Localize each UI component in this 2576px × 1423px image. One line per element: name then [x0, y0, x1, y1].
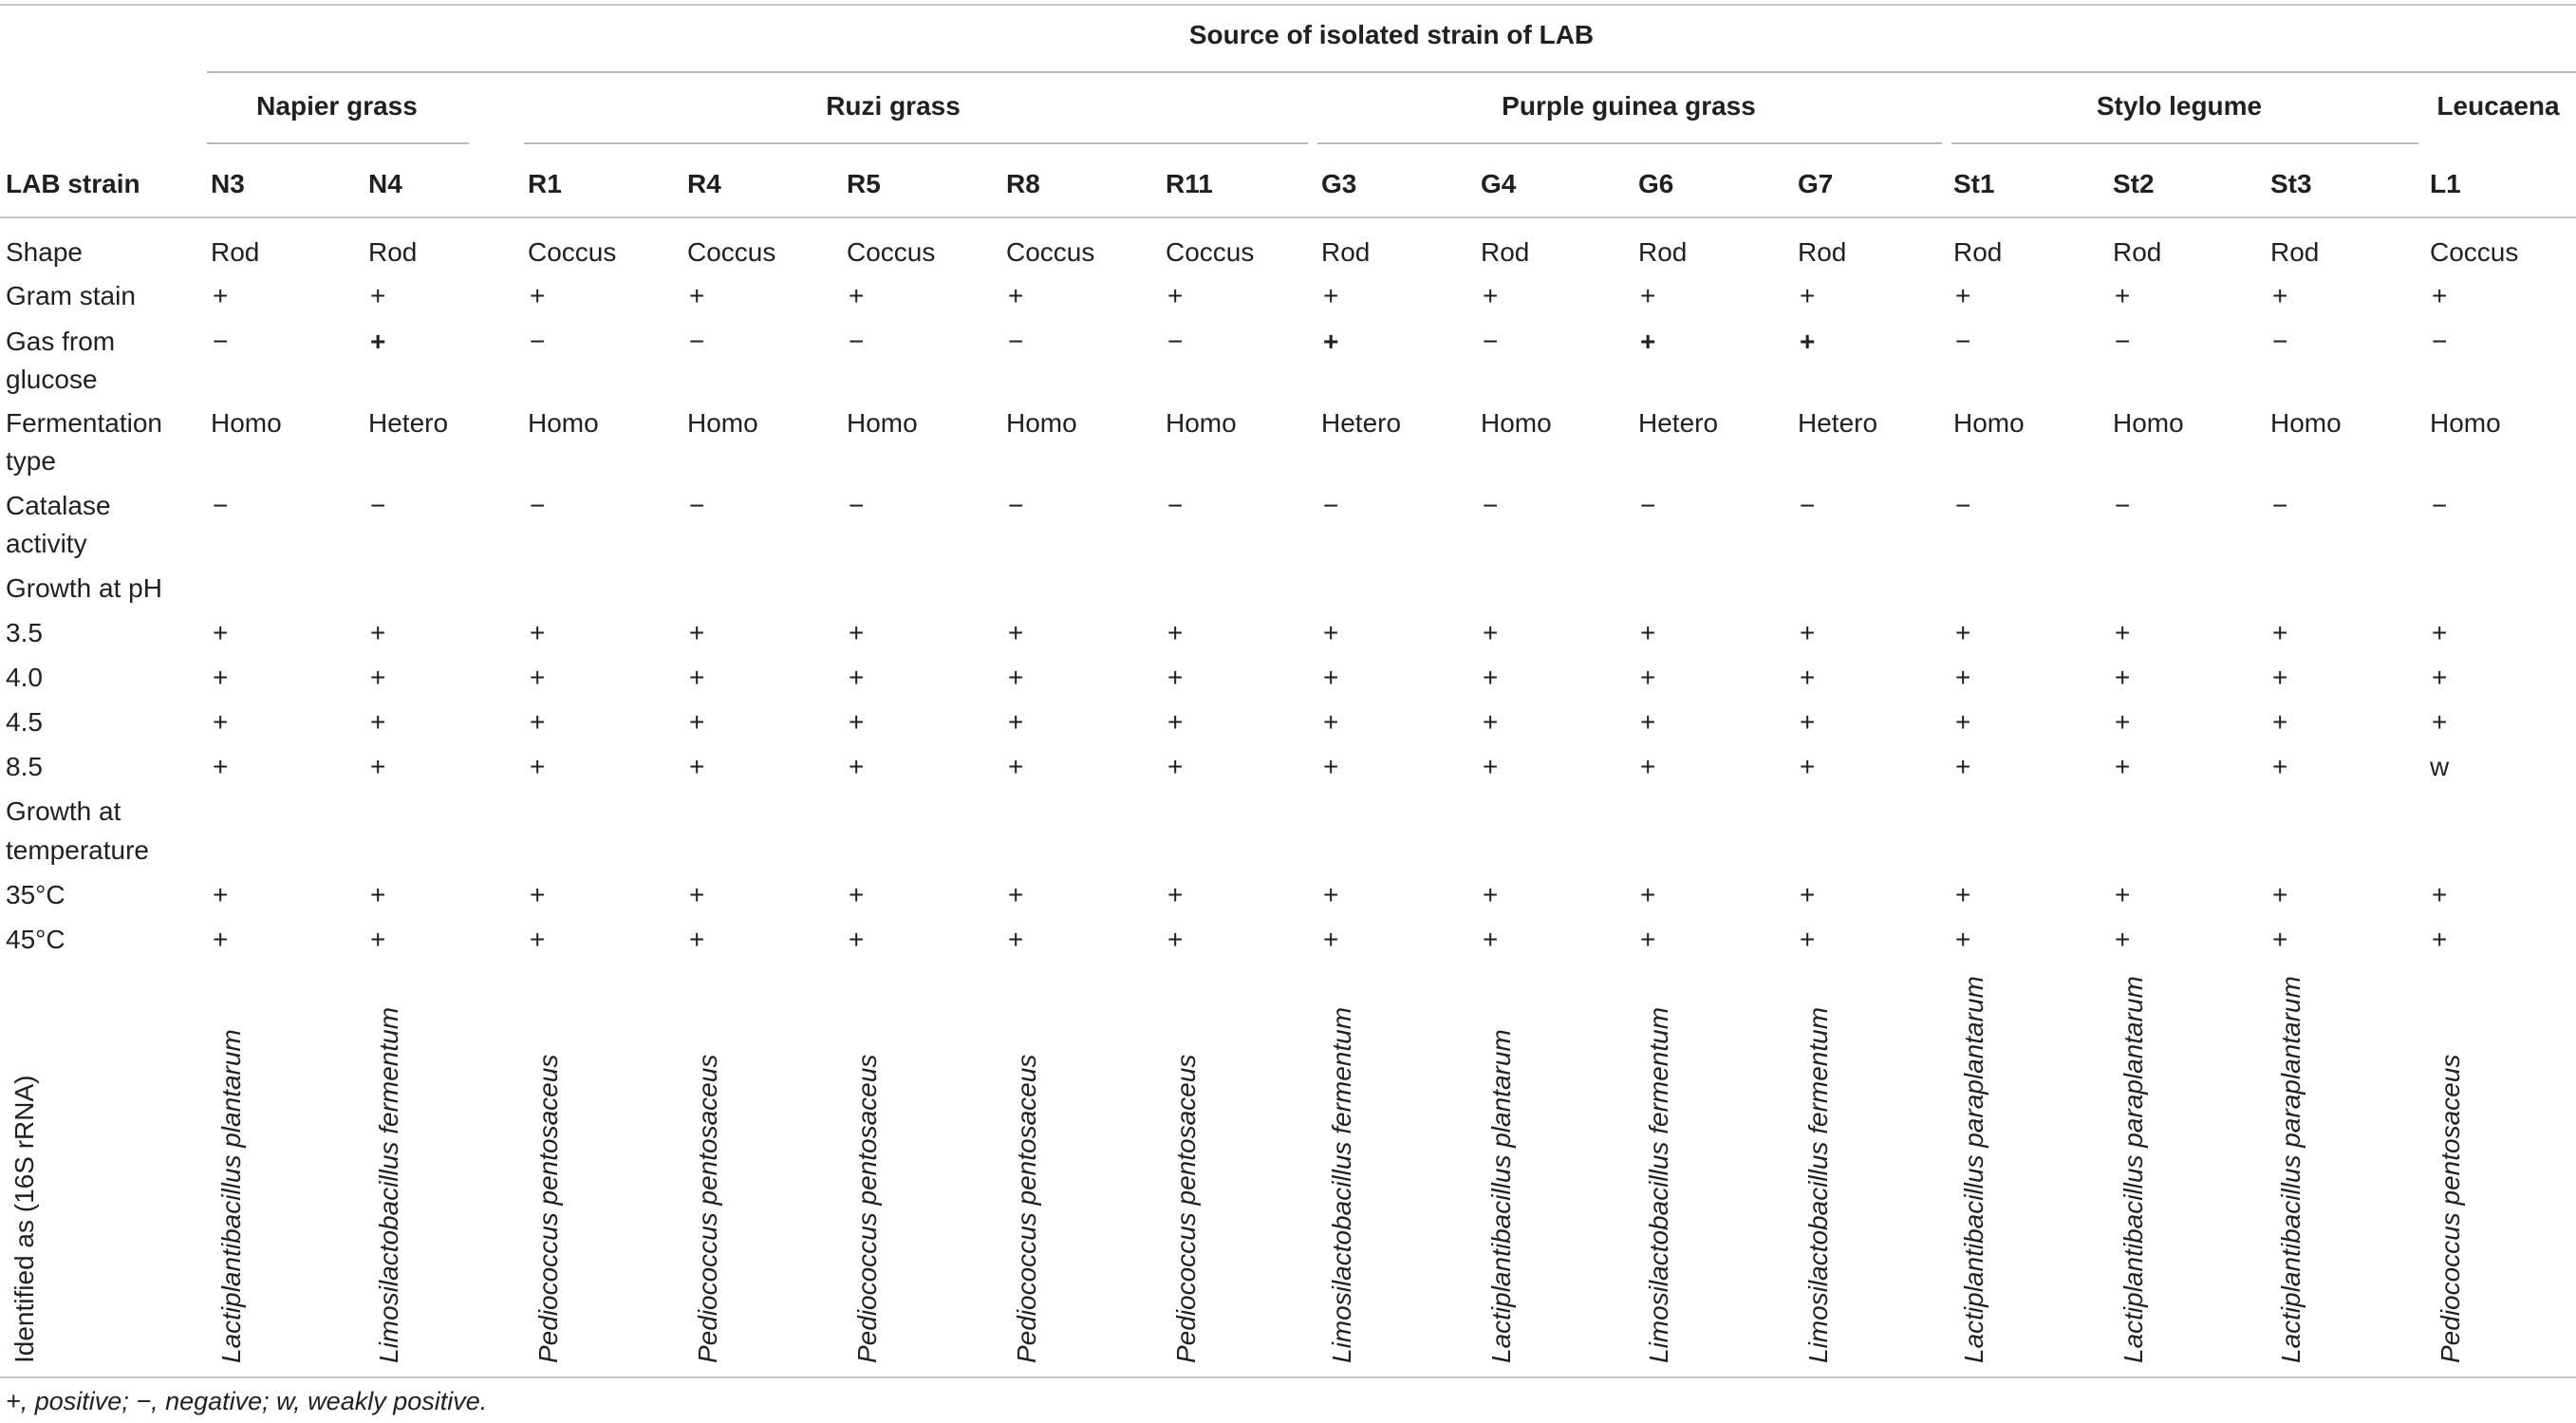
cell-identified-n3: Lactiplantibacillus plantarum: [216, 1029, 246, 1363]
cell-shape-r8: Coccus: [1006, 237, 1095, 267]
cell-ph35-r5: +: [849, 618, 865, 647]
cell-ph35-n4: +: [370, 618, 386, 647]
group-rule-stylo: [1951, 142, 2418, 144]
cell-identified-r5: Pediococcus pentosaceus: [852, 1054, 882, 1363]
cell-gram-st2: +: [2115, 281, 2131, 310]
footnote: +, positive; −, negative; w, weakly positive.: [6, 1387, 488, 1415]
cell-identified-r11: Pediococcus pentosaceus: [1171, 1054, 1201, 1363]
cell-ph85-g4: +: [1483, 752, 1499, 781]
cell-catalase-r1: −: [530, 491, 546, 520]
cell-shape-n4: Rod: [368, 237, 418, 267]
row-label-gram: Gram stain: [6, 281, 136, 310]
cell-shape-r5: Coccus: [847, 237, 936, 267]
cell-t45-st2: +: [2115, 925, 2131, 954]
cell-t45-g6: +: [1640, 925, 1656, 954]
cell-t35-r4: +: [689, 880, 705, 909]
cell-fermentation-g4: Homo: [1481, 408, 1552, 438]
row-label-ph40: 4.0: [6, 663, 43, 692]
cell-ph35-l1: +: [2432, 618, 2448, 647]
cell-ph40-g4: +: [1483, 663, 1499, 692]
cell-t35-r5: +: [849, 880, 865, 909]
cell-ph40-r1: +: [530, 663, 546, 692]
cell-t45-r11: +: [1167, 925, 1184, 954]
cell-gas-r11: −: [1167, 327, 1184, 356]
row-label-growth-temp-2: temperature: [6, 835, 149, 865]
cell-identified-st3: Lactiplantibacillus paraplantarum: [2276, 976, 2305, 1363]
cell-fermentation-r1: Homo: [528, 408, 599, 438]
cell-ph45-st1: +: [1955, 707, 1971, 737]
cell-shape-st1: Rod: [1953, 237, 2003, 267]
cell-fermentation-n4: Hetero: [368, 408, 449, 438]
cell-t35-n3: +: [213, 880, 229, 909]
cell-gram-n3: +: [213, 281, 229, 310]
cell-catalase-r5: −: [849, 491, 865, 520]
cell-shape-r4: Coccus: [687, 237, 776, 267]
cell-catalase-g3: −: [1323, 491, 1339, 520]
row-label-ph35: 3.5: [6, 618, 43, 647]
cell-gram-st3: +: [2272, 281, 2288, 310]
cell-t35-r11: +: [1167, 880, 1184, 909]
strain-header-r5: R5: [847, 169, 881, 198]
cell-gram-r5: +: [849, 281, 865, 310]
cell-ph85-r4: +: [689, 752, 705, 781]
cell-ph45-n4: +: [370, 707, 386, 737]
strain-header-l1: L1: [2430, 169, 2461, 198]
cell-catalase-n3: −: [213, 491, 229, 520]
cell-fermentation-st3: Homo: [2270, 408, 2342, 438]
cell-catalase-g6: −: [1640, 491, 1656, 520]
cell-ph45-g7: +: [1800, 707, 1816, 737]
cell-catalase-g7: −: [1800, 491, 1816, 520]
group-stylo: Stylo legume: [2096, 91, 2263, 121]
strain-header-n3: N3: [211, 169, 245, 198]
cell-ph45-st2: +: [2115, 707, 2131, 737]
cell-fermentation-l1: Homo: [2430, 408, 2501, 438]
cell-ph35-r11: +: [1167, 618, 1184, 647]
cell-ph40-st1: +: [1955, 663, 1971, 692]
cell-ph85-r1: +: [530, 752, 546, 781]
cell-t35-r1: +: [530, 880, 546, 909]
cell-ph85-l1: w: [2430, 752, 2450, 781]
strain-header-g7: G7: [1798, 169, 1834, 198]
cell-t35-st1: +: [1955, 880, 1971, 909]
cell-ph85-n4: +: [370, 752, 386, 781]
cell-gas-r5: −: [849, 327, 865, 356]
strain-header-g4: G4: [1481, 169, 1517, 198]
strain-header-r1: R1: [528, 169, 562, 198]
cell-gram-n4: +: [370, 281, 386, 310]
cell-identified-r1: Pediococcus pentosaceus: [533, 1054, 563, 1363]
cell-identified-r4: Pediococcus pentosaceus: [693, 1054, 722, 1363]
cell-catalase-st2: −: [2115, 491, 2131, 520]
cell-catalase-st1: −: [1955, 491, 1971, 520]
cell-ph85-r5: +: [849, 752, 865, 781]
cell-ph85-r11: +: [1167, 752, 1184, 781]
cell-ph35-st2: +: [2115, 618, 2131, 647]
cell-catalase-r4: −: [689, 491, 705, 520]
cell-catalase-r11: −: [1167, 491, 1184, 520]
cell-ph85-g7: +: [1800, 752, 1816, 781]
row-label-t35: 35°C: [6, 880, 65, 909]
cell-fermentation-g3: Hetero: [1321, 408, 1402, 438]
cell-catalase-r8: −: [1008, 491, 1024, 520]
cell-gram-r11: +: [1167, 281, 1184, 310]
header-bottom-rule: [0, 216, 2576, 218]
cell-gas-n4: +: [370, 327, 386, 356]
cell-fermentation-st2: Homo: [2113, 408, 2184, 438]
cell-ph40-n4: +: [370, 663, 386, 692]
cell-catalase-st3: −: [2272, 491, 2288, 520]
cell-t45-r1: +: [530, 925, 546, 954]
cell-t45-r5: +: [849, 925, 865, 954]
cell-gram-st1: +: [1955, 281, 1971, 310]
row-label-ph85: 8.5: [6, 752, 43, 781]
cell-shape-st2: Rod: [2113, 237, 2162, 267]
cell-gas-g6: +: [1640, 327, 1656, 356]
cell-identified-st2: Lactiplantibacillus paraplantarum: [2119, 976, 2148, 1363]
cell-catalase-n4: −: [370, 491, 386, 520]
top-rule: [0, 4, 2576, 6]
row-label-catalase-2: activity: [6, 529, 87, 558]
row-label-fermentation-2: type: [6, 446, 56, 476]
cell-shape-g7: Rod: [1798, 237, 1847, 267]
cell-ph45-g3: +: [1323, 707, 1339, 737]
cell-identified-g7: Limosilactobacillus fermentum: [1803, 1006, 1833, 1363]
cell-ph40-r11: +: [1167, 663, 1184, 692]
cell-t35-g6: +: [1640, 880, 1656, 909]
row-label-identified: Identified as (16S rRNA): [9, 1075, 39, 1363]
row-label-gas-1: Gas from: [6, 327, 116, 356]
table-bottom-rule: [0, 1376, 2576, 1378]
cell-gram-r8: +: [1008, 281, 1024, 310]
cell-ph85-st2: +: [2115, 752, 2131, 781]
cell-t45-n4: +: [370, 925, 386, 954]
row-label-t45: 45°C: [6, 925, 65, 954]
cell-ph85-g3: +: [1323, 752, 1339, 781]
cell-ph40-g7: +: [1800, 663, 1816, 692]
cell-ph85-r8: +: [1008, 752, 1024, 781]
cell-gram-l1: +: [2432, 281, 2448, 310]
cell-ph45-g6: +: [1640, 707, 1656, 737]
strain-header-st1: St1: [1953, 169, 1995, 198]
cell-fermentation-g6: Hetero: [1638, 408, 1719, 438]
group-leucaena: Leucaena: [2436, 91, 2560, 121]
cell-t35-r8: +: [1008, 880, 1024, 909]
cell-shape-r11: Coccus: [1166, 237, 1255, 267]
cell-shape-r1: Coccus: [528, 237, 617, 267]
cell-ph40-l1: +: [2432, 663, 2448, 692]
cell-fermentation-r8: Homo: [1006, 408, 1077, 438]
cell-t45-g7: +: [1800, 925, 1816, 954]
cell-ph35-n3: +: [213, 618, 229, 647]
cell-t45-g3: +: [1323, 925, 1339, 954]
cell-ph45-r8: +: [1008, 707, 1024, 737]
cell-gas-r4: −: [689, 327, 705, 356]
row-label-growth-temp-1: Growth at: [6, 796, 121, 826]
cell-shape-st3: Rod: [2270, 237, 2320, 267]
cell-ph85-st1: +: [1955, 752, 1971, 781]
cell-ph40-g3: +: [1323, 663, 1339, 692]
cell-shape-l1: Coccus: [2430, 237, 2519, 267]
cell-identified-g3: Limosilactobacillus fermentum: [1327, 1006, 1356, 1363]
cell-ph45-g4: +: [1483, 707, 1499, 737]
cell-ph85-n3: +: [213, 752, 229, 781]
cell-ph35-g6: +: [1640, 618, 1656, 647]
cell-ph40-r4: +: [689, 663, 705, 692]
cell-t35-g3: +: [1323, 880, 1339, 909]
strain-header-g3: G3: [1321, 169, 1357, 198]
cell-t45-n3: +: [213, 925, 229, 954]
cell-gas-st2: −: [2115, 327, 2131, 356]
cell-identified-r8: Pediococcus pentosaceus: [1012, 1054, 1041, 1363]
cell-shape-g3: Rod: [1321, 237, 1371, 267]
cell-ph35-r1: +: [530, 618, 546, 647]
strain-header-r4: R4: [687, 169, 721, 198]
strain-header-r11: R11: [1166, 169, 1213, 198]
cell-catalase-l1: −: [2432, 491, 2448, 520]
row-label-catalase-1: Catalase: [6, 491, 111, 520]
cell-identified-g6: Limosilactobacillus fermentum: [1644, 1006, 1673, 1363]
cell-gram-g6: +: [1640, 281, 1656, 310]
cell-ph35-r8: +: [1008, 618, 1024, 647]
group-rule-ruzi: [524, 142, 1308, 144]
cell-gas-st3: −: [2272, 327, 2288, 356]
cell-t45-g4: +: [1483, 925, 1499, 954]
cell-ph40-r8: +: [1008, 663, 1024, 692]
row-label-growth-ph: Growth at pH: [6, 573, 162, 603]
cell-catalase-g4: −: [1483, 491, 1499, 520]
row-label-fermentation-1: Fermentation: [6, 408, 162, 438]
cell-ph45-st3: +: [2272, 707, 2288, 737]
cell-t45-l1: +: [2432, 925, 2448, 954]
strain-header-n4: N4: [368, 169, 402, 198]
cell-fermentation-r5: Homo: [847, 408, 918, 438]
strain-header-g6: G6: [1638, 169, 1674, 198]
cell-gas-g3: +: [1323, 327, 1339, 356]
cell-t45-st1: +: [1955, 925, 1971, 954]
cell-fermentation-st1: Homo: [1953, 408, 2025, 438]
cell-ph35-st3: +: [2272, 618, 2288, 647]
cell-fermentation-r4: Homo: [687, 408, 758, 438]
group-napier: Napier grass: [256, 91, 418, 121]
cell-ph40-r5: +: [849, 663, 865, 692]
cell-ph45-r4: +: [689, 707, 705, 737]
cell-fermentation-g7: Hetero: [1798, 408, 1878, 438]
cell-shape-g4: Rod: [1481, 237, 1530, 267]
cell-gas-l1: −: [2432, 327, 2448, 356]
cell-shape-g6: Rod: [1638, 237, 1688, 267]
cell-identified-g4: Lactiplantibacillus plantarum: [1486, 1029, 1516, 1363]
cell-gas-r8: −: [1008, 327, 1024, 356]
cell-ph35-g4: +: [1483, 618, 1499, 647]
cell-ph45-r1: +: [530, 707, 546, 737]
cell-t35-g7: +: [1800, 880, 1816, 909]
group-purple-guinea: Purple guinea grass: [1502, 91, 1756, 121]
cell-t35-st2: +: [2115, 880, 2131, 909]
cell-shape-n3: Rod: [211, 237, 260, 267]
cell-t45-st3: +: [2272, 925, 2288, 954]
row-label-ph45: 4.5: [6, 707, 43, 737]
cell-ph35-g3: +: [1323, 618, 1339, 647]
corner-label: LAB strain: [6, 169, 140, 198]
super-header: Source of isolated strain of LAB: [1188, 20, 1595, 49]
row-label-shape: Shape: [6, 237, 83, 267]
cell-gram-g3: +: [1323, 281, 1339, 310]
row-label-gas-2: glucose: [6, 365, 98, 394]
group-rule-napier: [207, 142, 469, 144]
cell-t35-st3: +: [2272, 880, 2288, 909]
cell-t45-r8: +: [1008, 925, 1024, 954]
group-rule-guinea: [1317, 142, 1942, 144]
cell-identified-st1: Lactiplantibacillus paraplantarum: [1959, 976, 1988, 1363]
cell-identified-n4: Limosilactobacillus fermentum: [374, 1006, 403, 1363]
cell-gram-r1: +: [530, 281, 546, 310]
cell-t45-r4: +: [689, 925, 705, 954]
cell-ph40-st3: +: [2272, 663, 2288, 692]
cell-ph35-st1: +: [1955, 618, 1971, 647]
cell-fermentation-n3: Homo: [211, 408, 282, 438]
cell-ph45-r11: +: [1167, 707, 1184, 737]
cell-t35-l1: +: [2432, 880, 2448, 909]
cell-ph45-l1: +: [2432, 707, 2448, 737]
cell-ph85-g6: +: [1640, 752, 1656, 781]
cell-gram-g4: +: [1483, 281, 1499, 310]
cell-t35-n4: +: [370, 880, 386, 909]
cell-ph45-n3: +: [213, 707, 229, 737]
super-header-rule: [207, 71, 2576, 73]
cell-gas-r1: −: [530, 327, 546, 356]
strain-header-r8: R8: [1006, 169, 1040, 198]
cell-gas-g4: −: [1483, 327, 1499, 356]
cell-gram-r4: +: [689, 281, 705, 310]
cell-ph85-st3: +: [2272, 752, 2288, 781]
cell-identified-l1: Pediococcus pentosaceus: [2436, 1054, 2465, 1363]
strain-header-st2: St2: [2113, 169, 2155, 198]
cell-gas-n3: −: [213, 327, 229, 356]
cell-gram-g7: +: [1800, 281, 1816, 310]
strain-header-st3: St3: [2270, 169, 2312, 198]
cell-ph40-n3: +: [213, 663, 229, 692]
cell-ph40-st2: +: [2115, 663, 2131, 692]
cell-gas-st1: −: [1955, 327, 1971, 356]
cell-fermentation-r11: Homo: [1166, 408, 1237, 438]
cell-ph40-g6: +: [1640, 663, 1656, 692]
cell-ph35-g7: +: [1800, 618, 1816, 647]
cell-gas-g7: +: [1800, 327, 1816, 356]
group-ruzi: Ruzi grass: [826, 91, 961, 121]
cell-t35-g4: +: [1483, 880, 1499, 909]
cell-ph45-r5: +: [849, 707, 865, 737]
cell-ph35-r4: +: [689, 618, 705, 647]
